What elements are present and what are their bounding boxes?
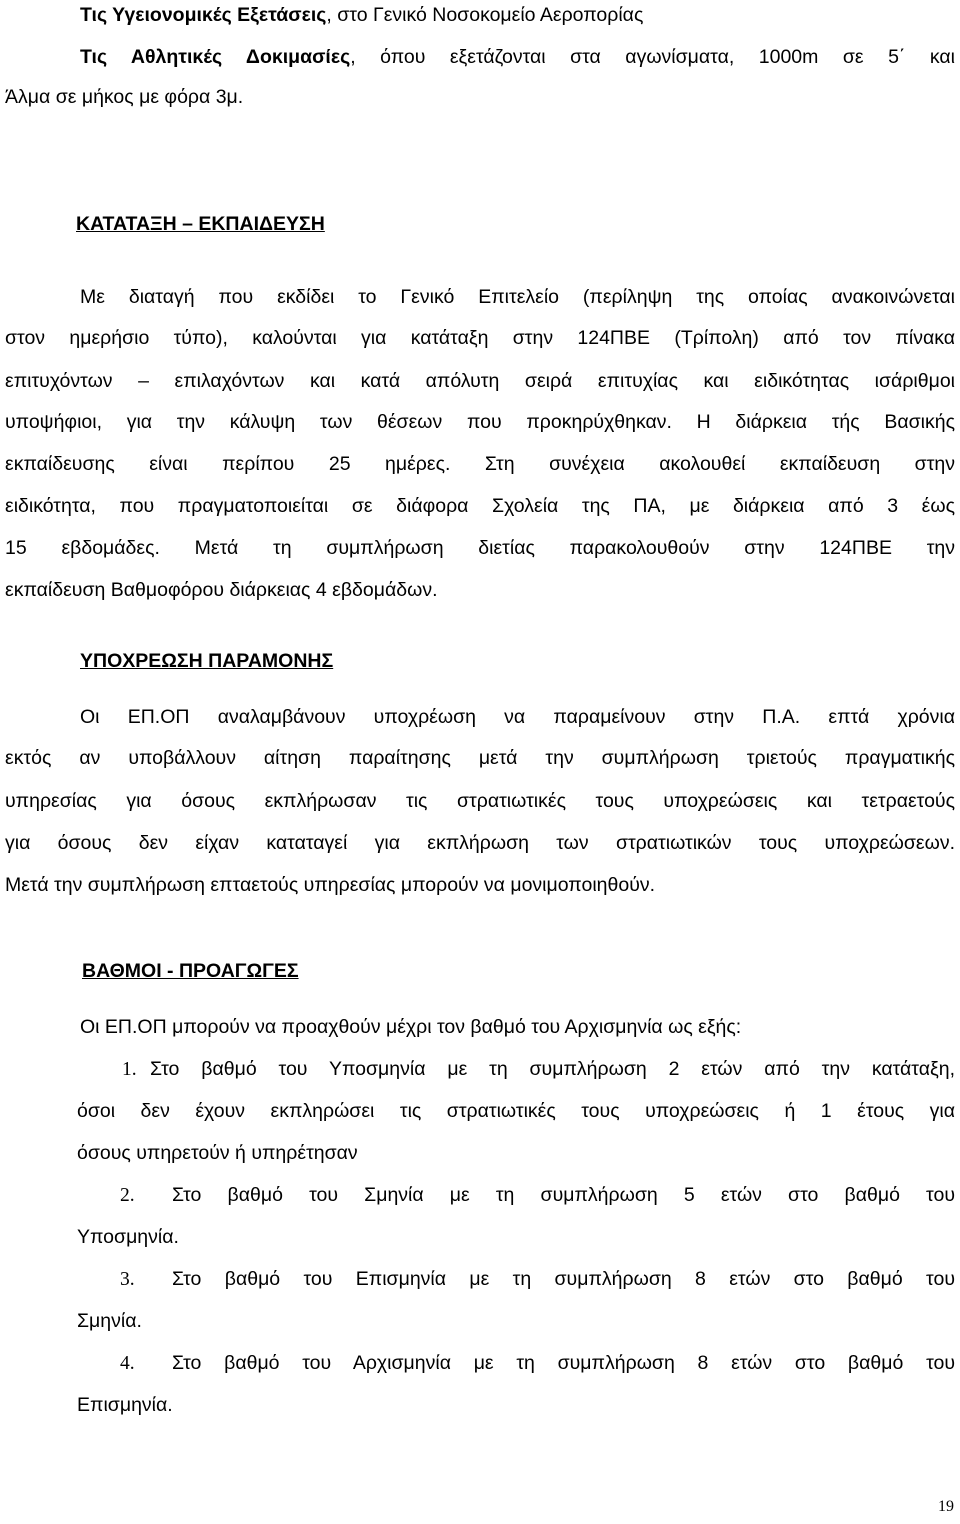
list-item-text: Επισμηνία. <box>77 1394 173 1416</box>
medical-exams-text: , στο Γενικό Νοσοκομείο Αεροπορίας <box>326 4 644 26</box>
intro-line-3: Άλμα σε μήκος με φόρα 3μ. <box>5 86 244 108</box>
list-item-text: Υποσμηνία. <box>77 1226 179 1248</box>
paragraph-line: Με διαταγή που εκδίδει το Γενικό Επιτελείο (περίληψη της οποίας ανακοινώνεται <box>80 286 955 308</box>
paragraph-line: Μετά την συμπλήρωση επταετούς υπηρεσίας μπορούν να μονιμοποιηθούν. <box>5 874 656 896</box>
paragraph-line: ειδικότητα, που πραγματοποιείται σε διάφορα Σχολεία της ΠΑ, με διάρκεια από 3 έως <box>5 495 955 517</box>
intro-line-2 <box>80 44 955 70</box>
paragraph-line: 15 εβδομάδες. Μετά τη συμπλήρωση διετίας παρακολουθούν στην 124ΠΒΕ την <box>5 537 955 559</box>
paragraph-line: για όσους δεν είχαν καταταγεί για εκπλήρωση των στρατιωτικών τους υποχρεώσεων. <box>5 832 955 854</box>
athletic-tests-label: Τις Αθλητικές Δοκιμασίες <box>80 46 351 68</box>
list-item-text: Στο βαθμό του Επισμηνία με τη συμπλήρωση 8 ετών στο βαθμό του <box>172 1268 955 1290</box>
paragraph-line: εκτός αν υποβάλλουν αίτηση παραίτησης μετά την συμπλήρωση τριετούς πραγματικής <box>5 747 955 769</box>
list-item-number: 2. <box>120 1185 135 1206</box>
paragraph-line: Οι ΕΠ.ΟΠ αναλαμβάνουν υποχρέωση να παραμείνουν στην Π.Α. επτά χρόνια <box>80 706 955 728</box>
medical-exams-label: Τις Υγειονομικές Εξετάσεις <box>80 4 327 26</box>
list-item-number: 4. <box>120 1353 135 1374</box>
list-item-text: όσοι δεν έχουν εκπληρώσει τις στρατιωτικές τους υποχρεώσεις ή 1 έτους για <box>77 1100 955 1122</box>
paragraph-line: στον ημερήσιο τύπο), καλούνται για κατάταξη στην 124ΠΒΕ (Τρίπολη) από τον πίνακα <box>5 327 955 349</box>
paragraph-line: επιτυχόντων – επιλαχόντων και κατά απόλυτη σειρά επιτυχίας και ειδικότητας ισάριθμοι <box>5 370 955 392</box>
intro-line-1 <box>80 2 643 28</box>
paragraph-line: υποψήφιοι, για την κάλυψη των θέσεων που προκηρύχθηκαν. Η διάρκεια τής Βασικής <box>5 411 955 433</box>
list-item-number: 3. <box>120 1269 135 1290</box>
section-heading-ranks-promotions: ΒΑΘΜΟΙ - ΠΡΟΑΓΩΓΕΣ <box>82 960 299 982</box>
paragraph-line: εκπαίδευση Βαθμοφόρου διάρκειας 4 εβδομάδων. <box>5 579 438 601</box>
promotions-intro: Οι ΕΠ.ΟΠ μπορούν να προαχθούν μέχρι τον βαθμό του Αρχισμηνία ως εξής: <box>80 1016 742 1038</box>
paragraph-line: υπηρεσίας για όσους εκπλήρωσαν τις στρατιωτικές τους υποχρεώσεις και τετραετούς <box>5 790 955 812</box>
athletic-tests-text: , όπου εξετάζονται στα αγωνίσματα, 1000m σε 5΄ και <box>350 46 955 68</box>
list-item-text: όσους υπηρετούν ή υπηρέτησαν <box>77 1142 358 1164</box>
list-item-text: Στο βαθμό του Αρχισμηνία με τη συμπλήρωση 8 ετών στο βαθμό του <box>172 1352 955 1374</box>
list-item-text: Σμηνία. <box>77 1310 142 1332</box>
paragraph-line: εκπαίδευσης είναι περίπου 25 ημέρες. Στη συνέχεια ακολουθεί εκπαίδευση στην <box>5 453 955 475</box>
list-item-number: 1. <box>122 1059 137 1080</box>
list-item-text: Στο βαθμό του Σμηνία με τη συμπλήρωση 5 ετών στο βαθμό του <box>172 1184 955 1206</box>
list-item-text: Στο βαθμό του Υποσμηνία με τη συμπλήρωση 2 ετών από την κατάταξη, <box>150 1058 955 1080</box>
section-heading-service-obligation: ΥΠΟΧΡΕΩΣΗ ΠΑΡΑΜΟΝΗΣ <box>80 650 334 672</box>
section-heading-enlistment-training: ΚΑΤΑΤΑΞΗ – ΕΚΠΑΙΔΕΥΣΗ <box>76 213 325 235</box>
page-number: 19 <box>938 1498 954 1515</box>
